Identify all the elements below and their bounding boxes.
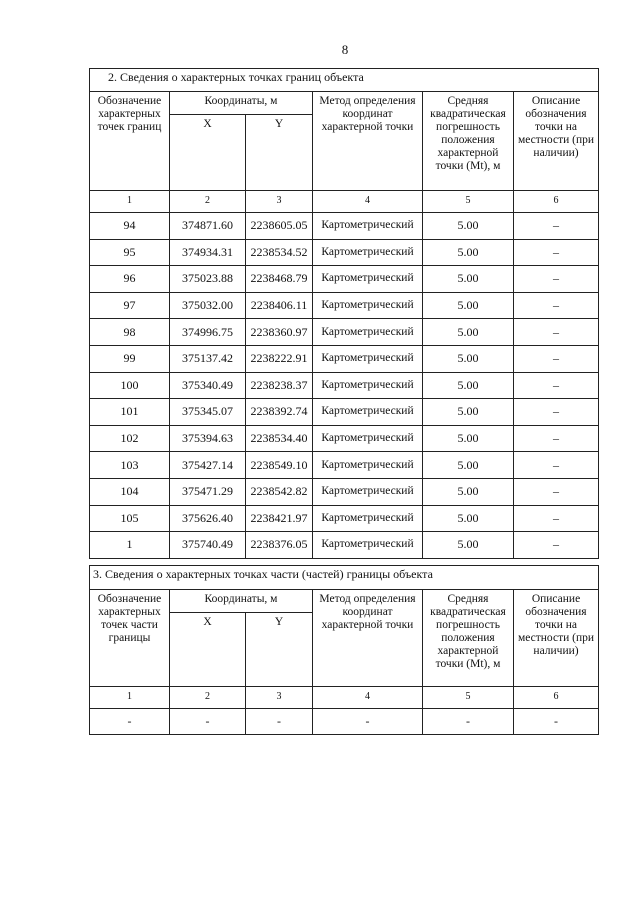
method: Картометрический bbox=[313, 505, 423, 532]
accuracy: 5.00 bbox=[423, 292, 514, 319]
header-x: X bbox=[170, 115, 246, 191]
method: Картометрический bbox=[313, 478, 423, 505]
header-point: Обозначение характерных точек границ bbox=[90, 92, 170, 191]
method: Картометрический bbox=[313, 239, 423, 266]
accuracy: 5.00 bbox=[423, 213, 514, 240]
coordinate-x: 375427.14 bbox=[170, 452, 246, 479]
point-number: 102 bbox=[90, 425, 170, 452]
method: Картометрический bbox=[313, 425, 423, 452]
column-number: 3 bbox=[246, 687, 313, 709]
method: Картометрический bbox=[313, 372, 423, 399]
section-2-title: 2. Сведения о характерных точках границ объекта bbox=[90, 69, 599, 92]
table-row bbox=[90, 452, 599, 479]
boundary-points-rows bbox=[90, 213, 599, 559]
column-number: 2 bbox=[170, 191, 246, 213]
header-coordinates: Координаты, м bbox=[170, 92, 313, 115]
description: – bbox=[514, 266, 599, 293]
header-coordinates: Координаты, м bbox=[170, 590, 313, 613]
description: – bbox=[514, 532, 599, 559]
description: – bbox=[514, 372, 599, 399]
point-number: 105 bbox=[90, 505, 170, 532]
point-number: 104 bbox=[90, 478, 170, 505]
coordinate-x: 375032.00 bbox=[170, 292, 246, 319]
point-number: 96 bbox=[90, 266, 170, 293]
table-row bbox=[90, 399, 599, 426]
description: – bbox=[514, 239, 599, 266]
column-number: 6 bbox=[514, 191, 599, 213]
accuracy: 5.00 bbox=[423, 239, 514, 266]
table-row bbox=[90, 425, 599, 452]
column-number: 6 bbox=[514, 687, 599, 709]
coordinate-x: 375394.63 bbox=[170, 425, 246, 452]
table-row bbox=[90, 319, 599, 346]
header-y: Y bbox=[246, 115, 313, 191]
coordinate-x: 374871.60 bbox=[170, 213, 246, 240]
header-accuracy: Средняя квадратическая погрешность положения характерной точки (Mt), м bbox=[423, 92, 514, 191]
header-accuracy: Средняя квадратическая погрешность положения характерной точки (Mt), м bbox=[423, 590, 514, 687]
empty-cell: - bbox=[313, 709, 423, 735]
description: – bbox=[514, 425, 599, 452]
coordinate-x: 375023.88 bbox=[170, 266, 246, 293]
description: – bbox=[514, 399, 599, 426]
empty-cell: - bbox=[514, 709, 599, 735]
empty-cell: - bbox=[423, 709, 514, 735]
accuracy: 5.00 bbox=[423, 478, 514, 505]
header-y: Y bbox=[246, 613, 313, 687]
coordinate-x: 375137.42 bbox=[170, 345, 246, 372]
column-number: 4 bbox=[313, 191, 423, 213]
accuracy: 5.00 bbox=[423, 266, 514, 293]
page-number: 8 bbox=[341, 42, 349, 57]
description: – bbox=[514, 478, 599, 505]
description: – bbox=[514, 213, 599, 240]
empty-cell: - bbox=[170, 709, 246, 735]
point-number: 94 bbox=[90, 213, 170, 240]
point-number: 101 bbox=[90, 399, 170, 426]
empty-cell: - bbox=[246, 709, 313, 735]
accuracy: 5.00 bbox=[423, 532, 514, 559]
coordinate-y: 2238376.05 bbox=[246, 532, 313, 559]
accuracy: 5.00 bbox=[423, 319, 514, 346]
method: Картометрический bbox=[313, 452, 423, 479]
coordinate-x: 375626.40 bbox=[170, 505, 246, 532]
header-x: X bbox=[170, 613, 246, 687]
coordinate-y: 2238421.97 bbox=[246, 505, 313, 532]
accuracy: 5.00 bbox=[423, 399, 514, 426]
coordinate-y: 2238549.10 bbox=[246, 452, 313, 479]
point-number: 99 bbox=[90, 345, 170, 372]
header-method: Метод определения координат характерной точки bbox=[313, 92, 423, 191]
header-description: Описание обозначения точки на местности (при наличии) bbox=[514, 92, 599, 191]
column-number: 3 bbox=[246, 191, 313, 213]
method: Картометрический bbox=[313, 319, 423, 346]
method: Картометрический bbox=[313, 292, 423, 319]
coordinate-y: 2238392.74 bbox=[246, 399, 313, 426]
header-description: Описание обозначения точки на местности (при наличии) bbox=[514, 590, 599, 687]
table-row bbox=[90, 213, 599, 240]
method: Картометрический bbox=[313, 213, 423, 240]
method: Картометрический bbox=[313, 399, 423, 426]
description: – bbox=[514, 345, 599, 372]
coordinate-y: 2238222.91 bbox=[246, 345, 313, 372]
section-3-title: 3. Сведения о характерных точках части (частей) границы объекта bbox=[90, 566, 599, 590]
accuracy: 5.00 bbox=[423, 372, 514, 399]
coordinate-y: 2238605.05 bbox=[246, 213, 313, 240]
coordinate-x: 375345.07 bbox=[170, 399, 246, 426]
table-row bbox=[90, 372, 599, 399]
header-method: Метод определения координат характерной точки bbox=[313, 590, 423, 687]
table-row bbox=[90, 266, 599, 293]
table-row bbox=[90, 239, 599, 266]
coordinate-x: 374934.31 bbox=[170, 239, 246, 266]
description: – bbox=[514, 292, 599, 319]
column-number: 1 bbox=[90, 191, 170, 213]
column-number: 2 bbox=[170, 687, 246, 709]
empty-cell: - bbox=[90, 709, 170, 735]
method: Картометрический bbox=[313, 266, 423, 293]
accuracy: 5.00 bbox=[423, 345, 514, 372]
coordinate-x: 375340.49 bbox=[170, 372, 246, 399]
point-number: 103 bbox=[90, 452, 170, 479]
part-boundary-points-table bbox=[89, 565, 599, 735]
coordinate-x: 375740.49 bbox=[170, 532, 246, 559]
coordinate-y: 2238406.11 bbox=[246, 292, 313, 319]
accuracy: 5.00 bbox=[423, 505, 514, 532]
coordinate-y: 2238238.37 bbox=[246, 372, 313, 399]
coordinate-y: 2238542.82 bbox=[246, 478, 313, 505]
table-row bbox=[90, 478, 599, 505]
description: – bbox=[514, 319, 599, 346]
method: Картометрический bbox=[313, 532, 423, 559]
point-number: 95 bbox=[90, 239, 170, 266]
column-number: 4 bbox=[313, 687, 423, 709]
point-number: 100 bbox=[90, 372, 170, 399]
column-number: 5 bbox=[423, 191, 514, 213]
point-number: 1 bbox=[90, 532, 170, 559]
accuracy: 5.00 bbox=[423, 425, 514, 452]
column-number: 1 bbox=[90, 687, 170, 709]
coordinate-x: 375471.29 bbox=[170, 478, 246, 505]
header-point: Обозначение характерных точек части границы bbox=[90, 590, 170, 687]
table-row bbox=[90, 532, 599, 559]
description: – bbox=[514, 452, 599, 479]
table-row bbox=[90, 505, 599, 532]
coordinate-y: 2238534.40 bbox=[246, 425, 313, 452]
coordinate-y: 2238534.52 bbox=[246, 239, 313, 266]
coordinate-x: 374996.75 bbox=[170, 319, 246, 346]
table-row bbox=[90, 345, 599, 372]
table-row bbox=[90, 292, 599, 319]
accuracy: 5.00 bbox=[423, 452, 514, 479]
description: – bbox=[514, 505, 599, 532]
coordinate-y: 2238468.79 bbox=[246, 266, 313, 293]
point-number: 98 bbox=[90, 319, 170, 346]
boundary-points-table bbox=[89, 68, 599, 559]
point-number: 97 bbox=[90, 292, 170, 319]
method: Картометрический bbox=[313, 345, 423, 372]
column-number: 5 bbox=[423, 687, 514, 709]
coordinate-y: 2238360.97 bbox=[246, 319, 313, 346]
